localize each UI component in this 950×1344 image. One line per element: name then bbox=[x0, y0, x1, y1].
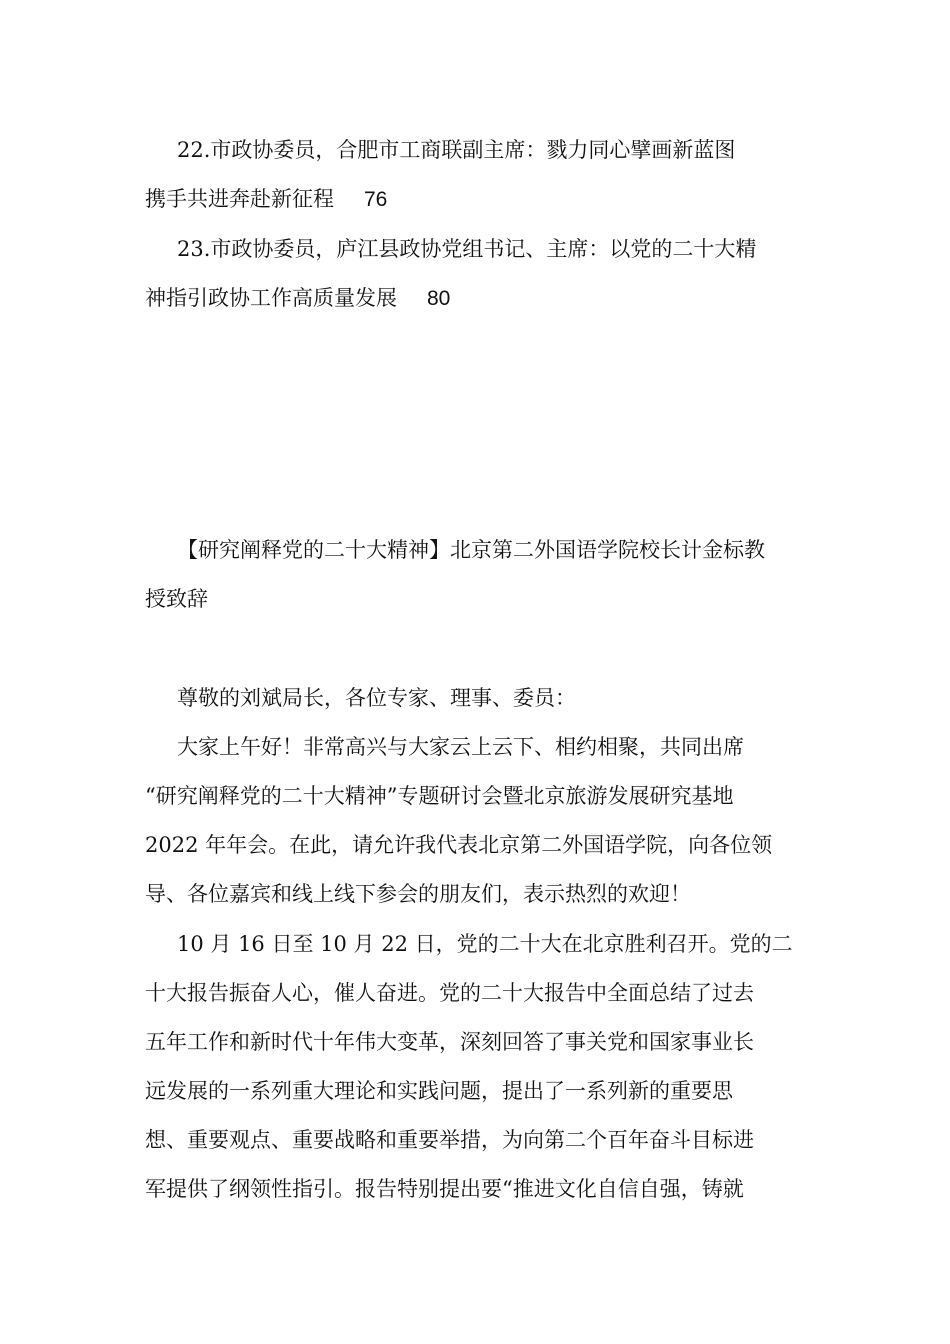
toc-entry-text: 神指引政协工作高质量发展 bbox=[145, 286, 397, 310]
toc-entry-line: 22.市政协委员，合肥市工商联副主席：戮力同心擘画新蓝图 bbox=[177, 138, 736, 162]
paragraph-line: 导、各位嘉宾和线上线下参会的朋友们，表示热烈的欢迎！ bbox=[145, 882, 691, 906]
article-title-line: 【研究阐释党的二十大精神】北京第二外国语学院校长计金标教 bbox=[177, 538, 765, 562]
article-title bbox=[145, 526, 810, 624]
paragraph-line: 军提供了纲领性指引。报告特别提出要“推进文化自信自强，铸就 bbox=[145, 1177, 744, 1201]
salutation-line: 尊敬的刘斌局长，各位专家、理事、委员： bbox=[177, 686, 576, 710]
toc-entry-text: 携手共进奔赴新征程 bbox=[145, 187, 334, 211]
salutation bbox=[145, 674, 810, 723]
paragraph-line: 大家上午好！非常高兴与大家云上云下、相约相聚，共同出席 bbox=[177, 735, 744, 759]
paragraph-line: “研究阐释党的二十大精神”专题研讨会暨北京旅游发展研究基地 bbox=[145, 784, 734, 808]
paragraph-1 bbox=[145, 723, 810, 919]
article-title-line: 授致辞 bbox=[145, 587, 208, 611]
paragraph-line: 五年工作和新时代十年伟大变革，深刻回答了事关党和国家事业长 bbox=[145, 1030, 754, 1054]
paragraph-2 bbox=[145, 920, 810, 1214]
toc-entry-line bbox=[145, 274, 810, 323]
toc-entry-line bbox=[145, 175, 810, 224]
paragraph-line: 10 月 16 日至 10 月 22 日，党的二十大在北京胜利召开。党的二 bbox=[177, 932, 793, 956]
paragraph-line: 想、重要观点、重要战略和重要举措，为向第二个百年奋斗目标进 bbox=[145, 1128, 754, 1152]
toc-page-number: 76 bbox=[364, 188, 388, 211]
toc-entry-line: 23.市政协委员，庐江县政协党组书记、主席：以党的二十大精 bbox=[177, 237, 757, 261]
paragraph-line: 远发展的一系列重大理论和实践问题，提出了一系列新的重要思 bbox=[145, 1079, 733, 1103]
paragraph-line: 2022 年年会。在此，请允许我代表北京第二外国语学院，向各位领 bbox=[145, 833, 773, 857]
toc-entry bbox=[145, 225, 810, 323]
toc-page-number: 80 bbox=[427, 287, 451, 310]
paragraph-line: 十大报告振奋人心，催人奋进。党的二十大报告中全面总结了过去 bbox=[145, 981, 754, 1005]
toc-entry bbox=[145, 126, 810, 224]
